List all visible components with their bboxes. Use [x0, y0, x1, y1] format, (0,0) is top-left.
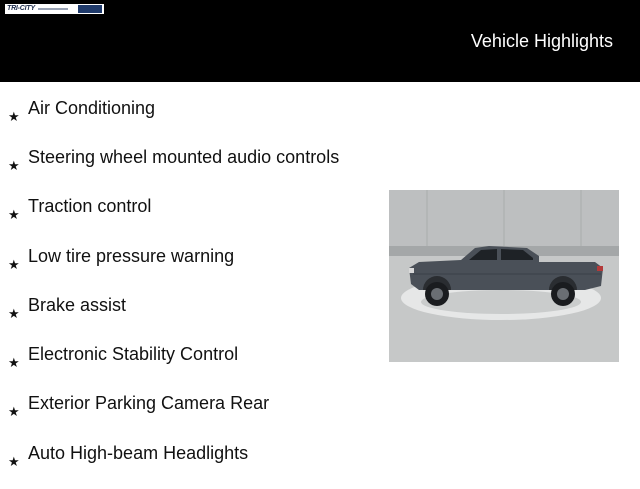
page-title: Vehicle Highlights [470, 31, 613, 51]
logo-badge [78, 5, 102, 13]
logo-tagline-strip [38, 8, 68, 10]
feature-item [8, 194, 339, 243]
logo-wordmark: TRI-CITY [7, 5, 35, 12]
header-banner [0, 0, 640, 82]
star-icon: ★ [8, 256, 20, 272]
feature-label: Air Conditioning [28, 97, 156, 118]
feature-label: Exterior Parking Camera Rear [28, 393, 270, 414]
star-icon: ★ [8, 305, 20, 321]
star-icon: ★ [8, 355, 20, 371]
feature-label: Brake assist [28, 294, 127, 315]
star-icon: ★ [8, 157, 20, 173]
star-icon: ★ [8, 453, 20, 469]
star-icon: ★ [8, 207, 20, 223]
feature-label: Traction control [28, 196, 152, 217]
feature-item [8, 144, 339, 193]
dealer-logo[interactable] [5, 4, 104, 14]
feature-item [8, 391, 339, 440]
feature-label: Electronic Stability Control [28, 344, 239, 365]
star-icon: ★ [8, 108, 20, 124]
feature-label: Auto High-beam Headlights [28, 442, 249, 463]
feature-label: Low tire pressure warning [28, 245, 235, 266]
star-icon: ★ [8, 404, 20, 420]
feature-item [8, 440, 339, 489]
pickup-truck-illustration [389, 190, 619, 362]
feature-list [8, 95, 339, 489]
vehicle-photo [389, 190, 619, 362]
feature-label: Steering wheel mounted audio controls [28, 146, 340, 167]
feature-item [8, 95, 339, 144]
feature-item [8, 341, 339, 390]
feature-item [8, 243, 339, 292]
feature-item [8, 292, 339, 341]
